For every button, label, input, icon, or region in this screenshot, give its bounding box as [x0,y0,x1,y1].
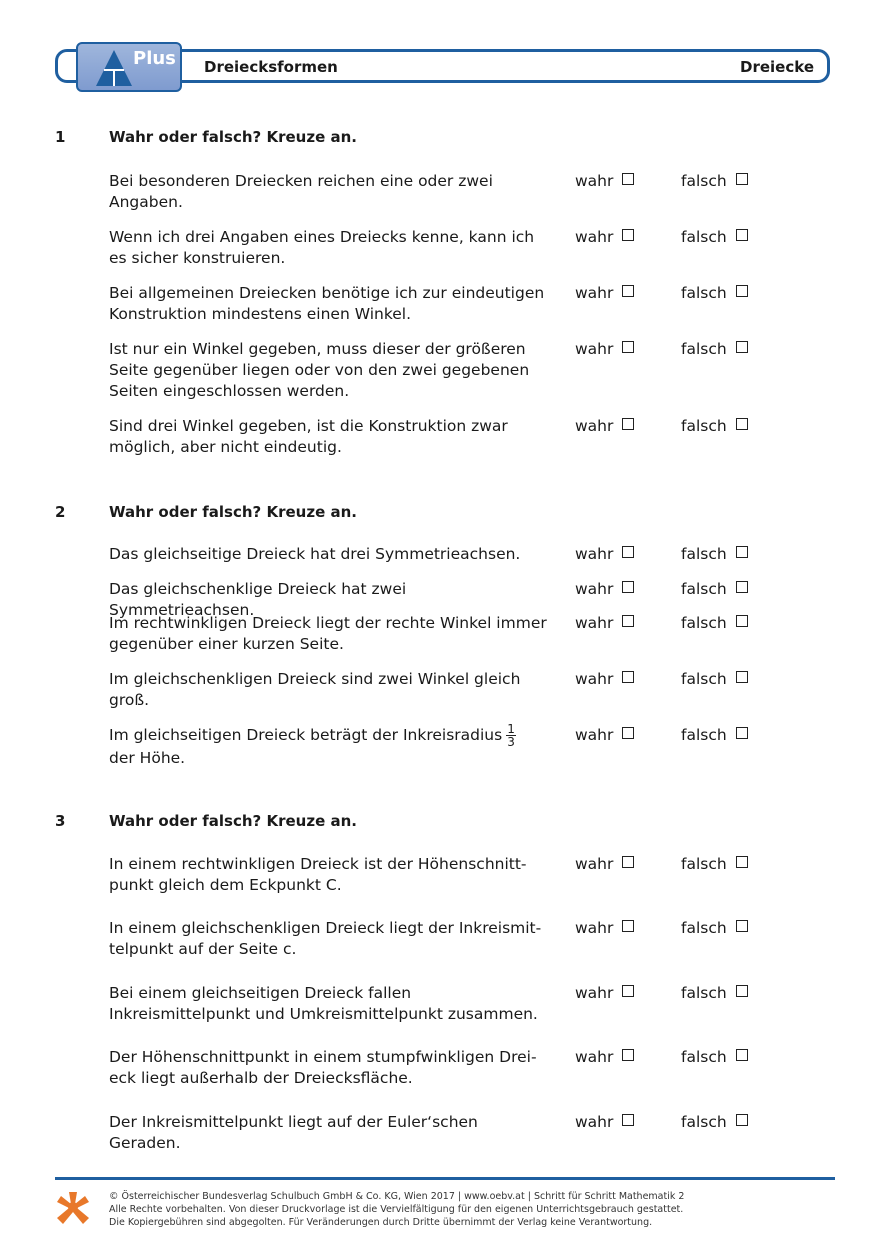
task-number: 2 [55,503,66,521]
checkbox[interactable] [622,920,634,932]
option-label: wahr [575,417,614,435]
checkbox[interactable] [622,285,634,297]
checkbox[interactable] [736,671,748,683]
statement: Das gleichseitige Dreieck hat drei Symmetrieachsen. [109,545,521,563]
option-falsch[interactable] [681,227,748,248]
checkbox[interactable] [736,1049,748,1061]
task-number: 1 [55,128,66,146]
checkbox[interactable] [736,985,748,997]
option-label: falsch [681,1048,727,1066]
statement: Im gleichschenkligen Dreieck sind zwei Winkel gleich groß. [109,670,521,709]
statement: Das gleichschenklige Dreieck hat zwei Symmetrieachsen. [109,580,407,619]
checkbox[interactable] [622,985,634,997]
option-falsch[interactable] [681,544,748,565]
statement: Sind drei Winkel gegeben, ist die Konstruktion zwar möglich, aber nicht eindeutig. [109,417,508,456]
footer-divider [55,1177,835,1180]
option-falsch[interactable] [681,854,748,875]
statement: Bei besonderen Dreiecken reichen eine oder zwei Angaben. [109,172,493,211]
option-falsch[interactable] [681,171,748,192]
option-falsch[interactable] [681,669,748,690]
option-wahr[interactable] [575,227,634,248]
checkbox[interactable] [736,920,748,932]
option-wahr[interactable] [575,1047,634,1068]
checkbox[interactable] [622,615,634,627]
statement: Bei einem gleichseitigen Dreieck fallen Inkreismittelpunkt und Umkreismittelpunkt zusammen. [109,984,538,1023]
checkbox[interactable] [622,546,634,558]
option-label: falsch [681,340,727,358]
statement: Im rechtwinkligen Dreieck liegt der rechte Winkel immer gegenüber einer kurzen Seite. [109,614,547,653]
task-number: 3 [55,812,66,830]
option-falsch[interactable] [681,613,748,634]
checkbox[interactable] [736,581,748,593]
statement: In einem rechtwinkligen Dreieck ist der Höhenschnitt-punkt gleich dem Eckpunkt C. [109,855,527,894]
option-label: wahr [575,919,614,937]
footer-copyright [109,1190,684,1229]
checkbox[interactable] [622,727,634,739]
option-wahr[interactable] [575,854,634,875]
option-label: falsch [681,228,727,246]
option-label: falsch [681,417,727,435]
checkbox[interactable] [736,727,748,739]
option-label: wahr [575,855,614,873]
option-wahr[interactable] [575,544,634,565]
option-label: falsch [681,284,727,302]
option-label: falsch [681,172,727,190]
option-label: wahr [575,726,614,744]
checkbox[interactable] [736,173,748,185]
page-title: Dreiecksformen [204,58,338,76]
option-falsch[interactable] [681,1112,748,1133]
checkbox[interactable] [736,285,748,297]
statement: Ist nur ein Winkel gegeben, muss dieser der größeren Seite gegenüber liegen oder von den zwei gegebenen Seiten eingeschlossen werden. [109,340,530,400]
statement: Wenn ich drei Angaben eines Dreiecks kenne, kann ich es sicher konstruieren. [109,228,535,267]
plus-logo [76,42,182,92]
triangle-logo-icon [94,48,134,88]
option-label: wahr [575,545,614,563]
checkbox[interactable] [622,581,634,593]
option-label: wahr [575,614,614,632]
option-label: falsch [681,726,727,744]
checkbox[interactable] [736,856,748,868]
checkbox[interactable] [622,671,634,683]
statement: Der Inkreismittelpunkt liegt auf der Euler‘schen Geraden. [109,1113,478,1152]
checkbox[interactable] [622,173,634,185]
option-label: wahr [575,1113,614,1131]
option-falsch[interactable] [681,579,748,600]
option-falsch[interactable] [681,918,748,939]
statement [109,723,554,769]
option-wahr[interactable] [575,725,634,746]
checkbox[interactable] [736,341,748,353]
option-label: falsch [681,670,727,688]
checkbox[interactable] [736,418,748,430]
option-label: wahr [575,172,614,190]
option-wahr[interactable] [575,1112,634,1133]
checkbox[interactable] [736,546,748,558]
option-wahr[interactable] [575,983,634,1004]
option-label: wahr [575,1048,614,1066]
option-label: wahr [575,340,614,358]
checkbox[interactable] [622,229,634,241]
checkbox[interactable] [622,1114,634,1126]
task-title: Wahr oder falsch? Kreuze an. [109,128,357,146]
option-label: wahr [575,228,614,246]
topic-label: Dreiecke [740,58,814,76]
task-title: Wahr oder falsch? Kreuze an. [109,812,357,830]
option-wahr[interactable] [575,416,634,437]
fraction-numerator: 1 [507,722,515,736]
option-label: wahr [575,670,614,688]
option-falsch[interactable] [681,283,748,304]
fraction-denominator: 3 [507,735,515,749]
checkbox[interactable] [736,615,748,627]
statement: In einem gleichschenkligen Dreieck liegt der Inkreismit-telpunkt auf der Seite c. [109,919,542,958]
option-wahr[interactable] [575,171,634,192]
checkbox[interactable] [622,418,634,430]
checkbox[interactable] [622,856,634,868]
statement-text: der Höhe. [109,749,186,767]
option-label: wahr [575,284,614,302]
option-wahr[interactable] [575,283,634,304]
option-label: wahr [575,580,614,598]
footer-line: Die Kopiergebühren sind abgegolten. Für Veränderungen durch Dritte übernimmt der Verlag keine Verantwortung. [109,1217,653,1228]
footer-line: © Österreichischer Bundesverlag Schulbuch GmbH & Co. KG, Wien 2017 | www.oebv.at | Schritt für Schritt Mathematik 2 [109,1191,685,1202]
statement: Der Höhenschnittpunkt in einem stumpfwinkligen Drei-eck liegt außerhalb der Dreiecksfläche. [109,1048,537,1087]
option-wahr[interactable] [575,669,634,690]
option-falsch[interactable] [681,339,748,360]
option-label: falsch [681,984,727,1002]
checkbox[interactable] [622,1049,634,1061]
option-label: falsch [681,1113,727,1131]
option-wahr[interactable] [575,613,634,634]
option-falsch[interactable] [681,416,748,437]
fraction [506,723,516,748]
option-wahr[interactable] [575,579,634,600]
option-label: falsch [681,614,727,632]
footer-line: Alle Rechte vorbehalten. Von dieser Druckvorlage ist die Vervielfältigung für den eigenen Unterrichtsgebrauch gestattet. [109,1204,684,1215]
statement-text: Im gleichseitigen Dreieck beträgt der Inkreisradius [109,726,503,744]
logo-text: Plus [133,48,176,69]
option-label: falsch [681,545,727,563]
option-label: falsch [681,855,727,873]
task-title: Wahr oder falsch? Kreuze an. [109,503,357,521]
option-wahr[interactable] [575,918,634,939]
option-label: wahr [575,984,614,1002]
option-falsch[interactable] [681,725,748,746]
option-wahr[interactable] [575,339,634,360]
option-label: falsch [681,919,727,937]
option-label: falsch [681,580,727,598]
checkbox[interactable] [622,341,634,353]
option-falsch[interactable] [681,983,748,1004]
checkbox[interactable] [736,229,748,241]
option-falsch[interactable] [681,1047,748,1068]
statement: Bei allgemeinen Dreiecken benötige ich zur eindeutigen Konstruktion mindestens einen Winkel. [109,284,545,323]
publisher-logo-icon [55,1190,91,1230]
checkbox[interactable] [736,1114,748,1126]
